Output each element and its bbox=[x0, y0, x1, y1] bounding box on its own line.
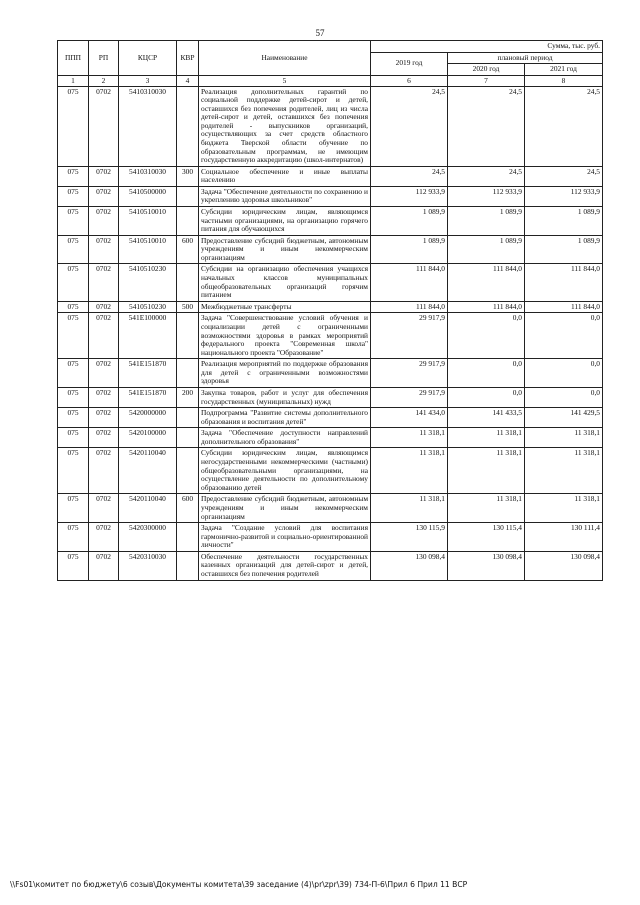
cell-value-2019: 24,5 bbox=[371, 166, 448, 186]
cell-value-2019: 1 089,9 bbox=[371, 235, 448, 264]
cell-ppp: 075 bbox=[58, 428, 89, 448]
cell-name: Социальное обеспечение и иные выплаты населению bbox=[199, 166, 371, 186]
cell-value-2021: 11 318,1 bbox=[525, 428, 603, 448]
cell-kvr bbox=[177, 313, 199, 359]
cell-kvr bbox=[177, 186, 199, 206]
cell-kvr bbox=[177, 207, 199, 236]
cell-value-2020: 130 098,4 bbox=[448, 551, 525, 580]
col-number: 6 bbox=[371, 75, 448, 86]
budget-table bbox=[57, 40, 603, 581]
cell-kvr bbox=[177, 551, 199, 580]
table-row bbox=[58, 166, 603, 186]
cell-value-2021: 141 429,5 bbox=[525, 408, 603, 428]
table-row bbox=[58, 86, 603, 166]
footer-file-path: \\Fs01\комитет по бюджету\6 созыв\Документы комитета\39 заседание (4)\pr\zpr\39) 734-П-6\Прил 6 Прил 11 ВСР bbox=[10, 880, 468, 889]
cell-kcsr: 541E151870 bbox=[119, 359, 177, 388]
cell-value-2020: 141 433,5 bbox=[448, 408, 525, 428]
cell-name: Реализация мероприятий по поддержке образования для детей с ограниченными возможностями здоровья bbox=[199, 359, 371, 388]
table-row bbox=[58, 388, 603, 408]
cell-name: Субсидии юридическим лицам, являющимся негосударственными некоммерческими (частными) общеобразовательными организациями, на осуществление деятельности по дополнительному образованию детей bbox=[199, 448, 371, 494]
cell-value-2019: 141 434,0 bbox=[371, 408, 448, 428]
cell-kcsr: 5410510230 bbox=[119, 301, 177, 313]
cell-value-2020: 0,0 bbox=[448, 388, 525, 408]
cell-kvr bbox=[177, 448, 199, 494]
table-row bbox=[58, 313, 603, 359]
cell-name: Закупка товаров, работ и услуг для обеспечения государственных (муниципальных) нужд bbox=[199, 388, 371, 408]
cell-value-2021: 0,0 bbox=[525, 313, 603, 359]
cell-value-2019: 29 917,9 bbox=[371, 388, 448, 408]
cell-name: Субсидии на организацию обеспечения учащихся начальных классов муниципальных общеобразовательных организаций горячим питанием bbox=[199, 264, 371, 301]
cell-value-2020: 1 089,9 bbox=[448, 235, 525, 264]
header-name: Наименование bbox=[199, 41, 371, 76]
cell-value-2021: 130 111,4 bbox=[525, 523, 603, 552]
table-row bbox=[58, 523, 603, 552]
table-row bbox=[58, 494, 603, 523]
table-body bbox=[58, 86, 603, 580]
cell-ppp: 075 bbox=[58, 264, 89, 301]
col-number: 4 bbox=[177, 75, 199, 86]
cell-kvr bbox=[177, 264, 199, 301]
col-number: 3 bbox=[119, 75, 177, 86]
cell-ppp: 075 bbox=[58, 523, 89, 552]
cell-name: Задача "Обеспечение доступности направлений дополнительного образования" bbox=[199, 428, 371, 448]
cell-ppp: 075 bbox=[58, 388, 89, 408]
cell-value-2021: 111 844,0 bbox=[525, 301, 603, 313]
col-number: 8 bbox=[525, 75, 603, 86]
header-row-1 bbox=[58, 41, 603, 53]
cell-value-2019: 1 089,9 bbox=[371, 207, 448, 236]
cell-value-2021: 11 318,1 bbox=[525, 448, 603, 494]
column-number-row bbox=[58, 75, 603, 86]
cell-rp: 0702 bbox=[89, 388, 119, 408]
cell-kvr: 300 bbox=[177, 166, 199, 186]
table-row bbox=[58, 186, 603, 206]
cell-value-2021: 24,5 bbox=[525, 86, 603, 166]
cell-value-2020: 111 844,0 bbox=[448, 301, 525, 313]
cell-name: Подпрограмма "Развитие системы дополнительного образования и воспитания детей" bbox=[199, 408, 371, 428]
table-row bbox=[58, 551, 603, 580]
cell-value-2020: 11 318,1 bbox=[448, 448, 525, 494]
cell-rp: 0702 bbox=[89, 523, 119, 552]
cell-value-2019: 111 844,0 bbox=[371, 264, 448, 301]
cell-value-2020: 24,5 bbox=[448, 166, 525, 186]
cell-rp: 0702 bbox=[89, 551, 119, 580]
cell-ppp: 075 bbox=[58, 494, 89, 523]
cell-name: Задача "Обеспечение деятельности по сохранению и укреплению здоровья школьников" bbox=[199, 186, 371, 206]
header-rp: РП bbox=[89, 41, 119, 76]
header-year-2021: 2021 год bbox=[525, 64, 603, 76]
cell-ppp: 075 bbox=[58, 551, 89, 580]
cell-kcsr: 5410510010 bbox=[119, 207, 177, 236]
cell-kcsr: 5410310030 bbox=[119, 86, 177, 166]
cell-name: Предоставление субсидий бюджетным, автономным учреждениям и иным некоммерческим организациям bbox=[199, 235, 371, 264]
cell-kvr bbox=[177, 359, 199, 388]
cell-value-2019: 112 933,9 bbox=[371, 186, 448, 206]
cell-name: Предоставление субсидий бюджетным, автономным учреждениям и иным некоммерческим организациям bbox=[199, 494, 371, 523]
cell-value-2019: 11 318,1 bbox=[371, 448, 448, 494]
cell-kcsr: 5410310030 bbox=[119, 166, 177, 186]
cell-kvr: 600 bbox=[177, 494, 199, 523]
table-row bbox=[58, 448, 603, 494]
cell-rp: 0702 bbox=[89, 186, 119, 206]
cell-value-2021: 0,0 bbox=[525, 388, 603, 408]
cell-kvr: 200 bbox=[177, 388, 199, 408]
cell-value-2021: 1 089,9 bbox=[525, 207, 603, 236]
cell-rp: 0702 bbox=[89, 448, 119, 494]
cell-kcsr: 5420310030 bbox=[119, 551, 177, 580]
cell-value-2019: 130 115,9 bbox=[371, 523, 448, 552]
header-kcsr: КЦСР bbox=[119, 41, 177, 76]
cell-ppp: 075 bbox=[58, 448, 89, 494]
cell-value-2020: 111 844,0 bbox=[448, 264, 525, 301]
cell-value-2021: 1 089,9 bbox=[525, 235, 603, 264]
cell-rp: 0702 bbox=[89, 359, 119, 388]
cell-rp: 0702 bbox=[89, 235, 119, 264]
cell-kcsr: 5420110040 bbox=[119, 494, 177, 523]
cell-value-2019: 29 917,9 bbox=[371, 313, 448, 359]
cell-name: Задача "Создание условий для воспитания гармонично-развитой и социально-ориентированной личности" bbox=[199, 523, 371, 552]
cell-ppp: 075 bbox=[58, 301, 89, 313]
table-row bbox=[58, 301, 603, 313]
cell-value-2021: 11 318,1 bbox=[525, 494, 603, 523]
cell-rp: 0702 bbox=[89, 264, 119, 301]
cell-value-2020: 0,0 bbox=[448, 359, 525, 388]
cell-name: Субсидии юридическим лицам, являющимся частными организациями, на организацию горячего питания для обучающихся bbox=[199, 207, 371, 236]
cell-rp: 0702 bbox=[89, 207, 119, 236]
page-number: 57 bbox=[315, 28, 325, 38]
cell-value-2019: 11 318,1 bbox=[371, 428, 448, 448]
cell-value-2020: 1 089,9 bbox=[448, 207, 525, 236]
header-year-2020: 2020 год bbox=[448, 64, 525, 76]
cell-value-2020: 11 318,1 bbox=[448, 428, 525, 448]
cell-value-2019: 130 098,4 bbox=[371, 551, 448, 580]
col-number: 5 bbox=[199, 75, 371, 86]
table-row bbox=[58, 207, 603, 236]
cell-kcsr: 541E151870 bbox=[119, 388, 177, 408]
cell-name: Обеспечение деятельности государственных казенных организаций для детей-сирот и детей, оставшихся без попечения родителей bbox=[199, 551, 371, 580]
table-row bbox=[58, 264, 603, 301]
cell-value-2019: 29 917,9 bbox=[371, 359, 448, 388]
cell-kvr: 500 bbox=[177, 301, 199, 313]
cell-kvr bbox=[177, 408, 199, 428]
cell-ppp: 075 bbox=[58, 235, 89, 264]
col-number: 1 bbox=[58, 75, 89, 86]
header-sum: Сумма, тыс. руб. bbox=[371, 41, 603, 53]
col-number: 7 bbox=[448, 75, 525, 86]
cell-kcsr: 5420110040 bbox=[119, 448, 177, 494]
table-row bbox=[58, 359, 603, 388]
table-row bbox=[58, 428, 603, 448]
cell-rp: 0702 bbox=[89, 428, 119, 448]
header-planned-period: плановый период bbox=[448, 52, 603, 64]
cell-name: Задача "Совершенствование условий обучения и социализации детей с ограниченными возможностями здоровья в рамках мероприятий федерального проекта "Современная школа" национального проекта "Образование" bbox=[199, 313, 371, 359]
cell-value-2021: 24,5 bbox=[525, 166, 603, 186]
cell-value-2020: 130 115,4 bbox=[448, 523, 525, 552]
header-ppp: ППП bbox=[58, 41, 89, 76]
col-number: 2 bbox=[89, 75, 119, 86]
table-row bbox=[58, 408, 603, 428]
cell-ppp: 075 bbox=[58, 166, 89, 186]
cell-value-2020: 24,5 bbox=[448, 86, 525, 166]
cell-kcsr: 5420300000 bbox=[119, 523, 177, 552]
cell-name: Межбюджетные трансферты bbox=[199, 301, 371, 313]
cell-rp: 0702 bbox=[89, 86, 119, 166]
cell-kcsr: 5420000000 bbox=[119, 408, 177, 428]
cell-rp: 0702 bbox=[89, 301, 119, 313]
cell-ppp: 075 bbox=[58, 408, 89, 428]
cell-kvr bbox=[177, 86, 199, 166]
cell-kcsr: 5420100000 bbox=[119, 428, 177, 448]
cell-value-2019: 24,5 bbox=[371, 86, 448, 166]
cell-rp: 0702 bbox=[89, 313, 119, 359]
cell-ppp: 075 bbox=[58, 207, 89, 236]
cell-value-2020: 11 318,1 bbox=[448, 494, 525, 523]
cell-value-2021: 0,0 bbox=[525, 359, 603, 388]
cell-ppp: 075 bbox=[58, 86, 89, 166]
table-row bbox=[58, 235, 603, 264]
cell-value-2020: 112 933,9 bbox=[448, 186, 525, 206]
cell-kcsr: 5410500000 bbox=[119, 186, 177, 206]
cell-kcsr: 5410510230 bbox=[119, 264, 177, 301]
cell-value-2020: 0,0 bbox=[448, 313, 525, 359]
cell-rp: 0702 bbox=[89, 408, 119, 428]
cell-ppp: 075 bbox=[58, 186, 89, 206]
cell-value-2019: 11 318,1 bbox=[371, 494, 448, 523]
cell-kvr bbox=[177, 428, 199, 448]
cell-value-2021: 111 844,0 bbox=[525, 264, 603, 301]
cell-rp: 0702 bbox=[89, 166, 119, 186]
cell-kcsr: 5410510010 bbox=[119, 235, 177, 264]
cell-name: Реализация дополнительных гарантий по социальной поддержке детей-сирот и детей, оставшихся без попечения родителей, лиц из числа детей-сирот и детей, оставшихся без попечения родителей - выпускников организаций, осуществляющих за счет средств областного бюджета Тверской области обучение по образовательным программам, не имеющим государственную аккредитацию (школ-интернатов) bbox=[199, 86, 371, 166]
cell-kvr: 600 bbox=[177, 235, 199, 264]
cell-ppp: 075 bbox=[58, 359, 89, 388]
cell-value-2019: 111 844,0 bbox=[371, 301, 448, 313]
cell-value-2021: 130 098,4 bbox=[525, 551, 603, 580]
cell-rp: 0702 bbox=[89, 494, 119, 523]
header-year-2019: 2019 год bbox=[371, 52, 448, 75]
cell-ppp: 075 bbox=[58, 313, 89, 359]
cell-kvr bbox=[177, 523, 199, 552]
cell-kcsr: 541E100000 bbox=[119, 313, 177, 359]
cell-value-2021: 112 933,9 bbox=[525, 186, 603, 206]
header-kvr: КВР bbox=[177, 41, 199, 76]
